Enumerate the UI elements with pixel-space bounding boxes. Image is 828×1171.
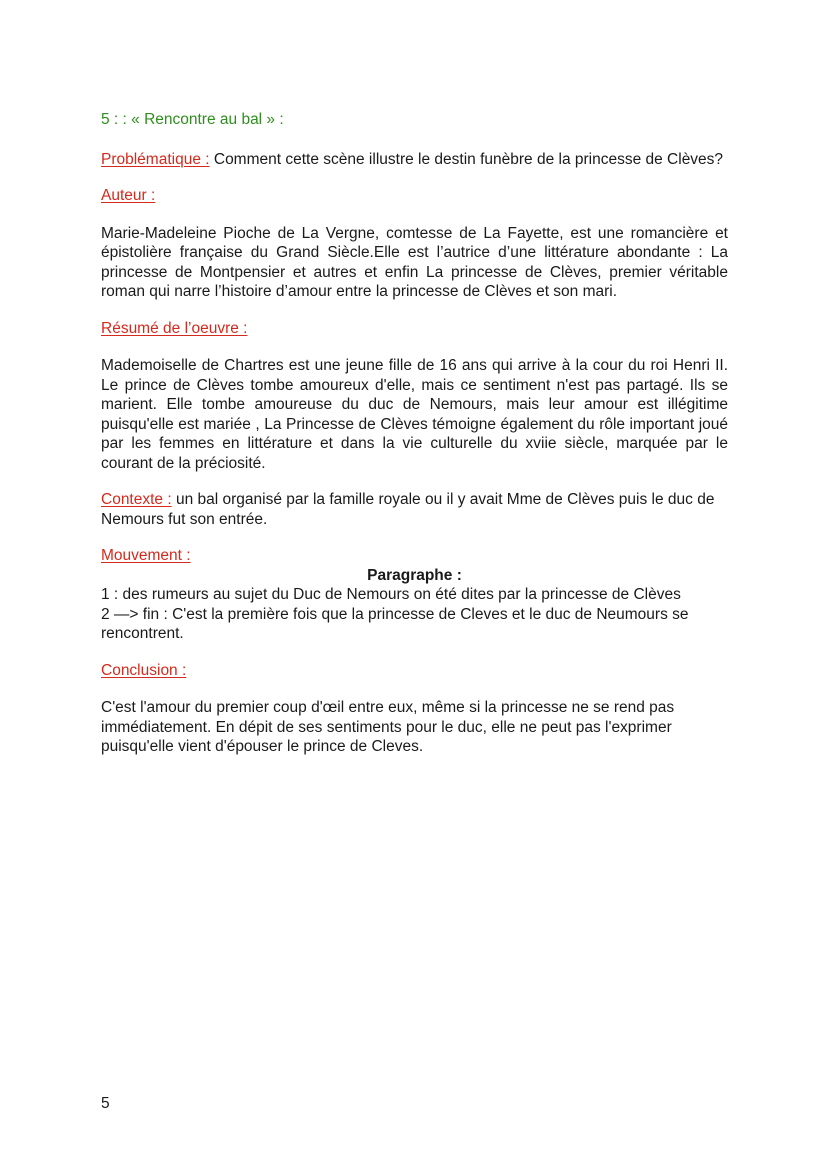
conclusion-heading xyxy=(101,661,728,681)
auteur-text: Marie-Madeleine Pioche de La Vergne, comtesse de La Fayette, est une romancière et épistolière française du Grand Siècle.Elle est l’autrice d’une littérature abondante : La princesse de Montpensier et autres et enfin La princesse de Clèves, premier véritable roman qui narre l’histoire d’amour entre la princesse de Clèves et son mari. xyxy=(101,224,728,300)
contexte-paragraph xyxy=(101,490,728,529)
mouvement-line-2: 2 —> fin : C'est la première fois que la princesse de Cleves et le duc de Neumours se rencontrent. xyxy=(101,605,689,642)
conclusion-text: C'est l'amour du premier coup d'œil entre eux, même si la princesse ne se rend pas immédiatement. En dépit de ses sentiments pour le duc, elle ne peut pas l'exprimer puisqu'elle vient d'épouser le prince de Cleves. xyxy=(101,699,675,755)
mouvement-line-1: 1 : des rumeurs au sujet du Duc de Nemours on été dites par la princesse de Clèves xyxy=(101,586,681,603)
auteur-heading xyxy=(101,186,728,206)
mouvement-label: Mouvement : xyxy=(101,547,191,564)
problematique-paragraph xyxy=(101,150,728,170)
contexte-text: un bal organisé par la famille royale ou il y avait Mme de Clèves puis le duc de Nemours fut son entrée. xyxy=(101,491,715,528)
document-page xyxy=(101,110,728,757)
contexte-label: Contexte : xyxy=(101,491,172,508)
problematique-label: Problématique : xyxy=(101,150,210,168)
auteur-label: Auteur : xyxy=(101,187,156,204)
mouvement-heading xyxy=(101,546,728,566)
conclusion-label: Conclusion : xyxy=(101,661,187,679)
resume-text: Mademoiselle de Chartres est une jeune fille de 16 ans qui arrive à la cour du roi Henri II. Le prince de Clèves tombe amoureux d'elle, mais ce sentiment n'est pas partagé. Ils se marient. Elle tombe amoureuse du duc de Nemours, mais leur amour est illégitime puisqu'elle est mariée , La Princesse de Clèves témoigne également du rôle important joué par les femmes en littérature et dans la vie culturelle du xviie siècle, marquée par le courant de la préciosité. xyxy=(101,357,728,472)
resume-heading xyxy=(101,319,728,339)
resume-label: Résumé de l’oeuvre : xyxy=(101,319,248,337)
problematique-text: Comment cette scène illustre le destin funèbre de la princesse de Clèves? xyxy=(209,150,724,168)
document-title: 5 : : « Rencontre au bal » : xyxy=(101,111,284,128)
paragraphe-heading: Paragraphe : xyxy=(367,566,462,584)
page-number: 5 xyxy=(101,1095,110,1112)
